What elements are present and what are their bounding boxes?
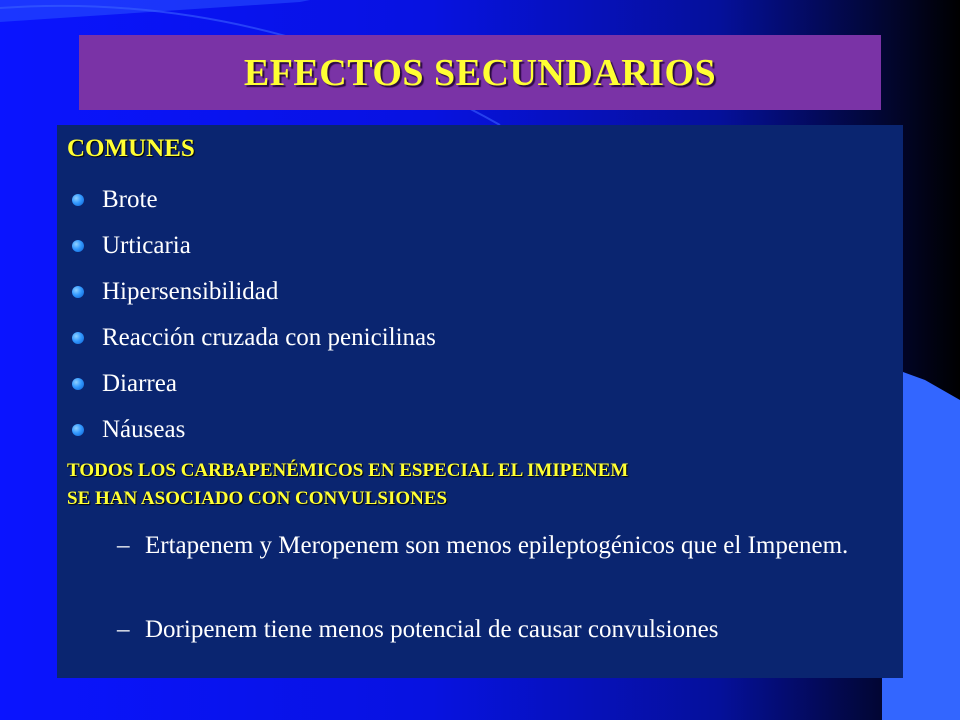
list-item <box>57 407 436 453</box>
bullet-dot-icon <box>72 194 84 206</box>
list-item <box>57 315 436 361</box>
notice-line: SE HAN ASOCIADO CON CONVULSIONES <box>67 488 448 509</box>
bullet-dot-icon <box>72 286 84 298</box>
sub-item <box>117 613 877 647</box>
list-item <box>57 269 436 315</box>
bullet-list <box>57 177 436 453</box>
bullet-text: Diarrea <box>102 370 177 397</box>
list-item <box>57 223 436 269</box>
bullet-text: Urticaria <box>102 232 191 259</box>
list-item <box>57 361 436 407</box>
sub-item-text: Doripenem tiene menos potencial de causar convulsiones <box>145 616 719 643</box>
section-heading: COMUNES <box>67 135 195 162</box>
bullet-text: Brote <box>102 186 158 213</box>
bullet-text: Náuseas <box>102 416 186 443</box>
bullet-text: Reacción cruzada con penicilinas <box>102 324 436 351</box>
dash-marker: – <box>117 616 130 643</box>
bullet-dot-icon <box>72 378 84 390</box>
dash-marker: – <box>117 532 130 559</box>
bullet-dot-icon <box>72 240 84 252</box>
slide-title: EFECTOS SECUNDARIOS <box>243 51 717 94</box>
sub-item <box>117 529 877 563</box>
bullet-text: Hipersensibilidad <box>102 278 279 305</box>
notice-line: TODOS LOS CARBAPENÉMICOS EN ESPECIAL EL IMIPENEM <box>67 460 629 481</box>
sub-item-text: Ertapenem y Meropenem son menos epileptogénicos que el Impenem. <box>145 532 849 559</box>
bullet-dot-icon <box>72 332 84 344</box>
list-item <box>57 177 436 223</box>
content-box <box>57 125 903 678</box>
bullet-dot-icon <box>72 424 84 436</box>
convulsion-notice <box>67 457 897 513</box>
title-bar <box>79 35 881 110</box>
